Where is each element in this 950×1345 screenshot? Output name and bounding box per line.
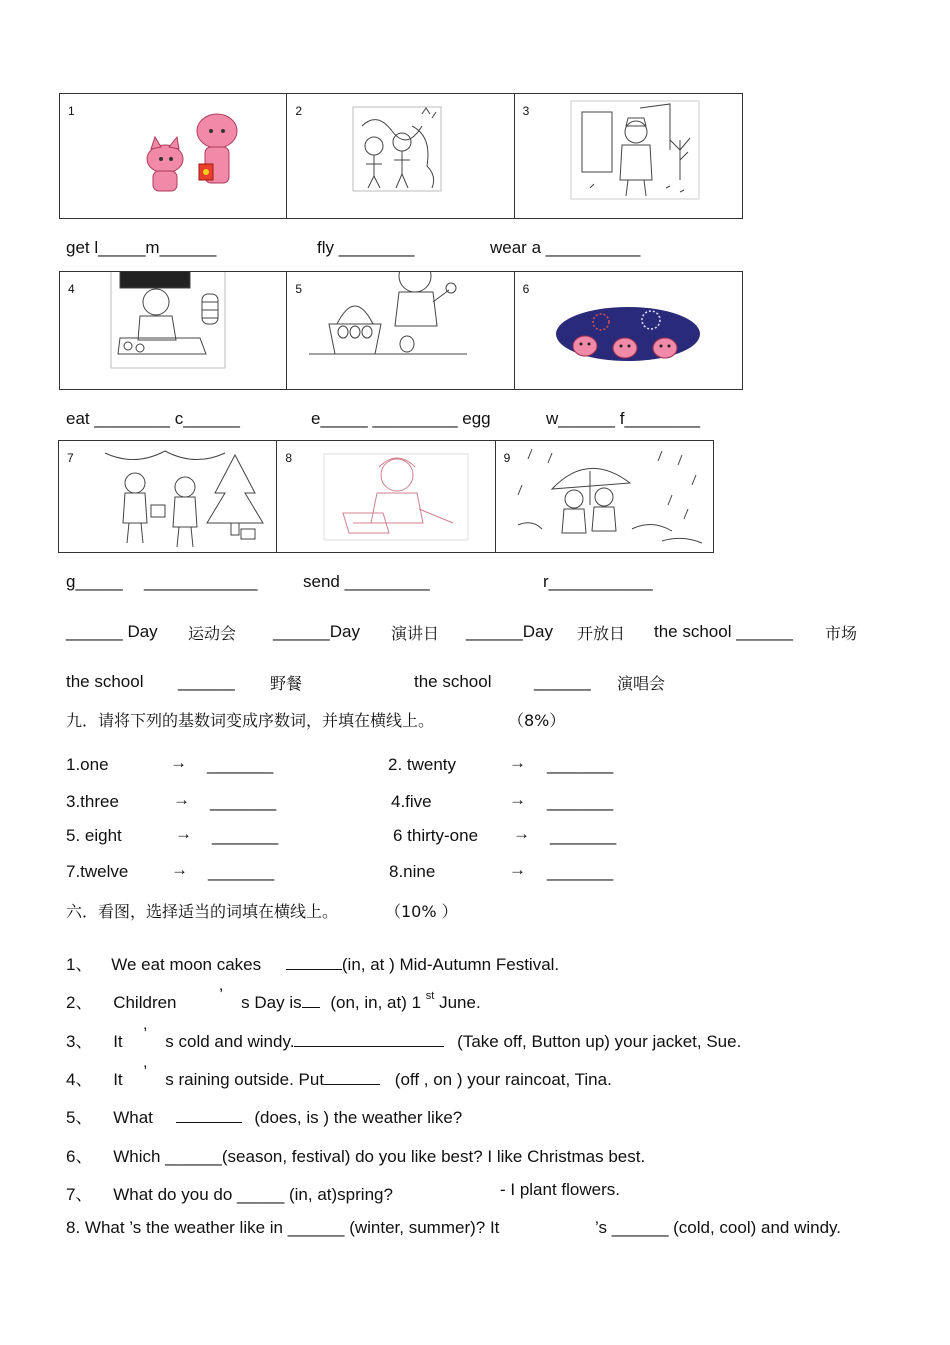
answer-blank[interactable]: [324, 1070, 380, 1085]
fireworks-birds-image: [555, 306, 701, 364]
answer-line-3b: ____________: [144, 572, 258, 591]
apostrophe: ’: [143, 1062, 147, 1081]
answer-line-3c: send _________: [303, 572, 430, 591]
answer-line-3d: r___________: [543, 572, 653, 591]
answer-blank[interactable]: [176, 1108, 242, 1123]
vocab-sports-day-cn: 运动会: [188, 624, 237, 643]
section-6-score: （10% ）: [385, 902, 458, 921]
question-text: What do you do _____ (in, at)spring?: [113, 1185, 393, 1204]
question-text: s raining outside. Put: [165, 1070, 325, 1089]
question-8-part2: ’s ______ (cold, cool) and windy.: [595, 1218, 842, 1237]
picture-cell-6: [515, 272, 742, 389]
arrow-icon: →: [171, 860, 188, 879]
picture-grid-2: [59, 271, 743, 390]
question-text: It: [113, 1032, 123, 1051]
question-3: [66, 1024, 742, 1052]
question-number: 7、: [66, 1185, 93, 1204]
apostrophe: ’: [219, 985, 223, 1004]
question-text: Which ______(season, festival) do you like best? I like Christmas best.: [113, 1147, 646, 1166]
picture-cell-8: [277, 441, 495, 552]
arrow-icon: →: [509, 860, 526, 879]
vocab-school-picnic-blank: ______: [178, 672, 235, 691]
picture-cell-9: [496, 441, 713, 552]
ordinal-item-8: 8.nine: [389, 862, 436, 881]
ordinal-blank-7: _______: [208, 862, 275, 881]
cell-number: 2: [295, 104, 303, 118]
section-9-score: （8%）: [508, 711, 566, 730]
cell-number: 7: [67, 451, 74, 465]
question-number: 4、: [66, 1070, 93, 1089]
question-text: Children: [113, 993, 177, 1012]
picture-cell-3: [515, 94, 742, 218]
cell-number: 1: [68, 104, 75, 118]
answer-line-2a: eat ________ c______: [66, 409, 240, 428]
cell-number: 5: [295, 282, 303, 296]
cell-number: 8: [285, 451, 293, 465]
picture-cell-4: [60, 272, 287, 389]
arrow-icon: →: [170, 753, 187, 772]
question-8: 8. What ’s the weather like in ______ (winter, summer)? It: [66, 1218, 500, 1237]
ordinal-item-7: 7.twelve: [66, 862, 129, 881]
ordinal-item-1: 1.one: [66, 755, 109, 774]
question-text: June.: [439, 993, 481, 1012]
question-options: (off , on ) your raincoat, Tina.: [394, 1070, 612, 1089]
arrow-icon: →: [513, 824, 530, 843]
question-number: 3、: [66, 1032, 93, 1051]
question-number: 2、: [66, 993, 93, 1012]
question-text: We eat moon cakes: [111, 955, 262, 974]
ordinal-blank-1: _______: [207, 755, 274, 774]
vocab-school-concert: the school: [414, 672, 492, 691]
vocab-school-market-cn: 市场: [825, 624, 858, 643]
answer-line-1c: wear a __________: [490, 238, 641, 257]
question-6: [66, 1142, 645, 1167]
vocab-open-day-cn: 开放日: [577, 624, 626, 643]
question-7: [66, 1180, 393, 1205]
picture-cell-5: [287, 272, 514, 389]
question-number: 1、: [66, 955, 93, 974]
vocab-school-picnic: the school: [66, 672, 144, 691]
answer-line-2c: w______ f________: [546, 409, 701, 428]
answer-blank[interactable]: [302, 993, 320, 1008]
ordinal-blank-8: _______: [547, 862, 614, 881]
vocab-school-concert-cn: 演唱会: [617, 674, 666, 693]
vocab-open-day: ______Day: [466, 622, 553, 641]
ordinal-suffix: st: [425, 990, 435, 1002]
question-5: [66, 1103, 462, 1128]
cell-number: 9: [503, 451, 511, 465]
arrow-icon: →: [509, 790, 526, 809]
sketch-kites-image: [352, 106, 442, 192]
ordinal-blank-6: _______: [550, 826, 617, 845]
ordinal-blank-4: _______: [547, 792, 614, 811]
arrow-icon: →: [175, 824, 192, 843]
picture-grid-3: [58, 440, 714, 553]
picture-cell-1: [60, 94, 287, 218]
apostrophe: ’: [143, 1024, 147, 1043]
answer-blank[interactable]: [286, 955, 342, 970]
answer-line-2b: e_____ _________ egg: [311, 409, 491, 428]
question-text: It: [113, 1070, 123, 1089]
question-text: What: [113, 1108, 153, 1127]
vocab-sports-day: ______ Day: [66, 622, 158, 641]
arrow-icon: →: [509, 753, 526, 772]
ordinal-item-6: 6 thirty-one: [393, 826, 479, 845]
answer-blank[interactable]: [294, 1032, 444, 1047]
question-2: [66, 985, 481, 1013]
cartoon-kids-lantern-image: [135, 109, 245, 199]
ordinal-item-3: 3.three: [66, 792, 119, 811]
cell-number: 6: [522, 282, 530, 296]
sketch-writing-card-image: [323, 453, 469, 541]
question-number: 5、: [66, 1108, 93, 1127]
sketch-rain-umbrella-image: [512, 445, 708, 549]
question-7-answer: - I plant flowers.: [500, 1180, 620, 1199]
ordinal-item-4: 4.five: [391, 792, 432, 811]
cell-number: 3: [522, 104, 530, 118]
vocab-school-picnic-cn: 野餐: [270, 674, 303, 693]
sketch-mooncake-window-image: [110, 272, 226, 369]
sketch-easter-basket-image: [307, 272, 472, 372]
picture-cell-7: [59, 441, 277, 552]
question-number: 6、: [66, 1147, 93, 1166]
question-text: s cold and windy.: [165, 1032, 295, 1051]
vocab-school-market: the school ______: [654, 622, 793, 641]
ordinal-blank-3: _______: [210, 792, 277, 811]
question-options: (in, at ) Mid-Autumn Festival.: [341, 955, 560, 974]
answer-line-3a: g_____: [66, 572, 123, 591]
sketch-christmas-gifts-image: [95, 443, 271, 551]
question-options: (Take off, Button up) your jacket, Sue.: [457, 1032, 742, 1051]
cell-number: 4: [68, 282, 75, 296]
ordinal-blank-5: _______: [212, 826, 279, 845]
ordinal-item-2: 2. twenty: [388, 755, 457, 774]
question-options: (on, in, at) 1: [330, 993, 422, 1012]
sketch-winter-jacket-image: [570, 100, 700, 200]
answer-line-1a: get l_____m______: [66, 238, 217, 257]
arrow-icon: →: [173, 790, 190, 809]
vocab-school-concert-blank: ______: [534, 672, 591, 691]
question-options: (does, is ) the weather like?: [254, 1108, 463, 1127]
section-9-heading: 九．请将下列的基数词变成序数词，并填在横线上。: [66, 711, 435, 730]
picture-grid-1: [59, 93, 743, 219]
vocab-speech-day: ______Day: [273, 622, 360, 641]
section-6-heading: 六．看图，选择适当的词填在横线上。: [66, 902, 339, 921]
picture-cell-2: [287, 94, 514, 218]
vocab-speech-day-cn: 演讲日: [391, 624, 440, 643]
question-4: [66, 1062, 612, 1090]
answer-line-1b: fly ________: [317, 238, 415, 257]
ordinal-blank-2: _______: [547, 755, 614, 774]
ordinal-item-5: 5. eight: [66, 826, 122, 845]
question-text: s Day is: [241, 993, 302, 1012]
question-1: [66, 950, 559, 975]
